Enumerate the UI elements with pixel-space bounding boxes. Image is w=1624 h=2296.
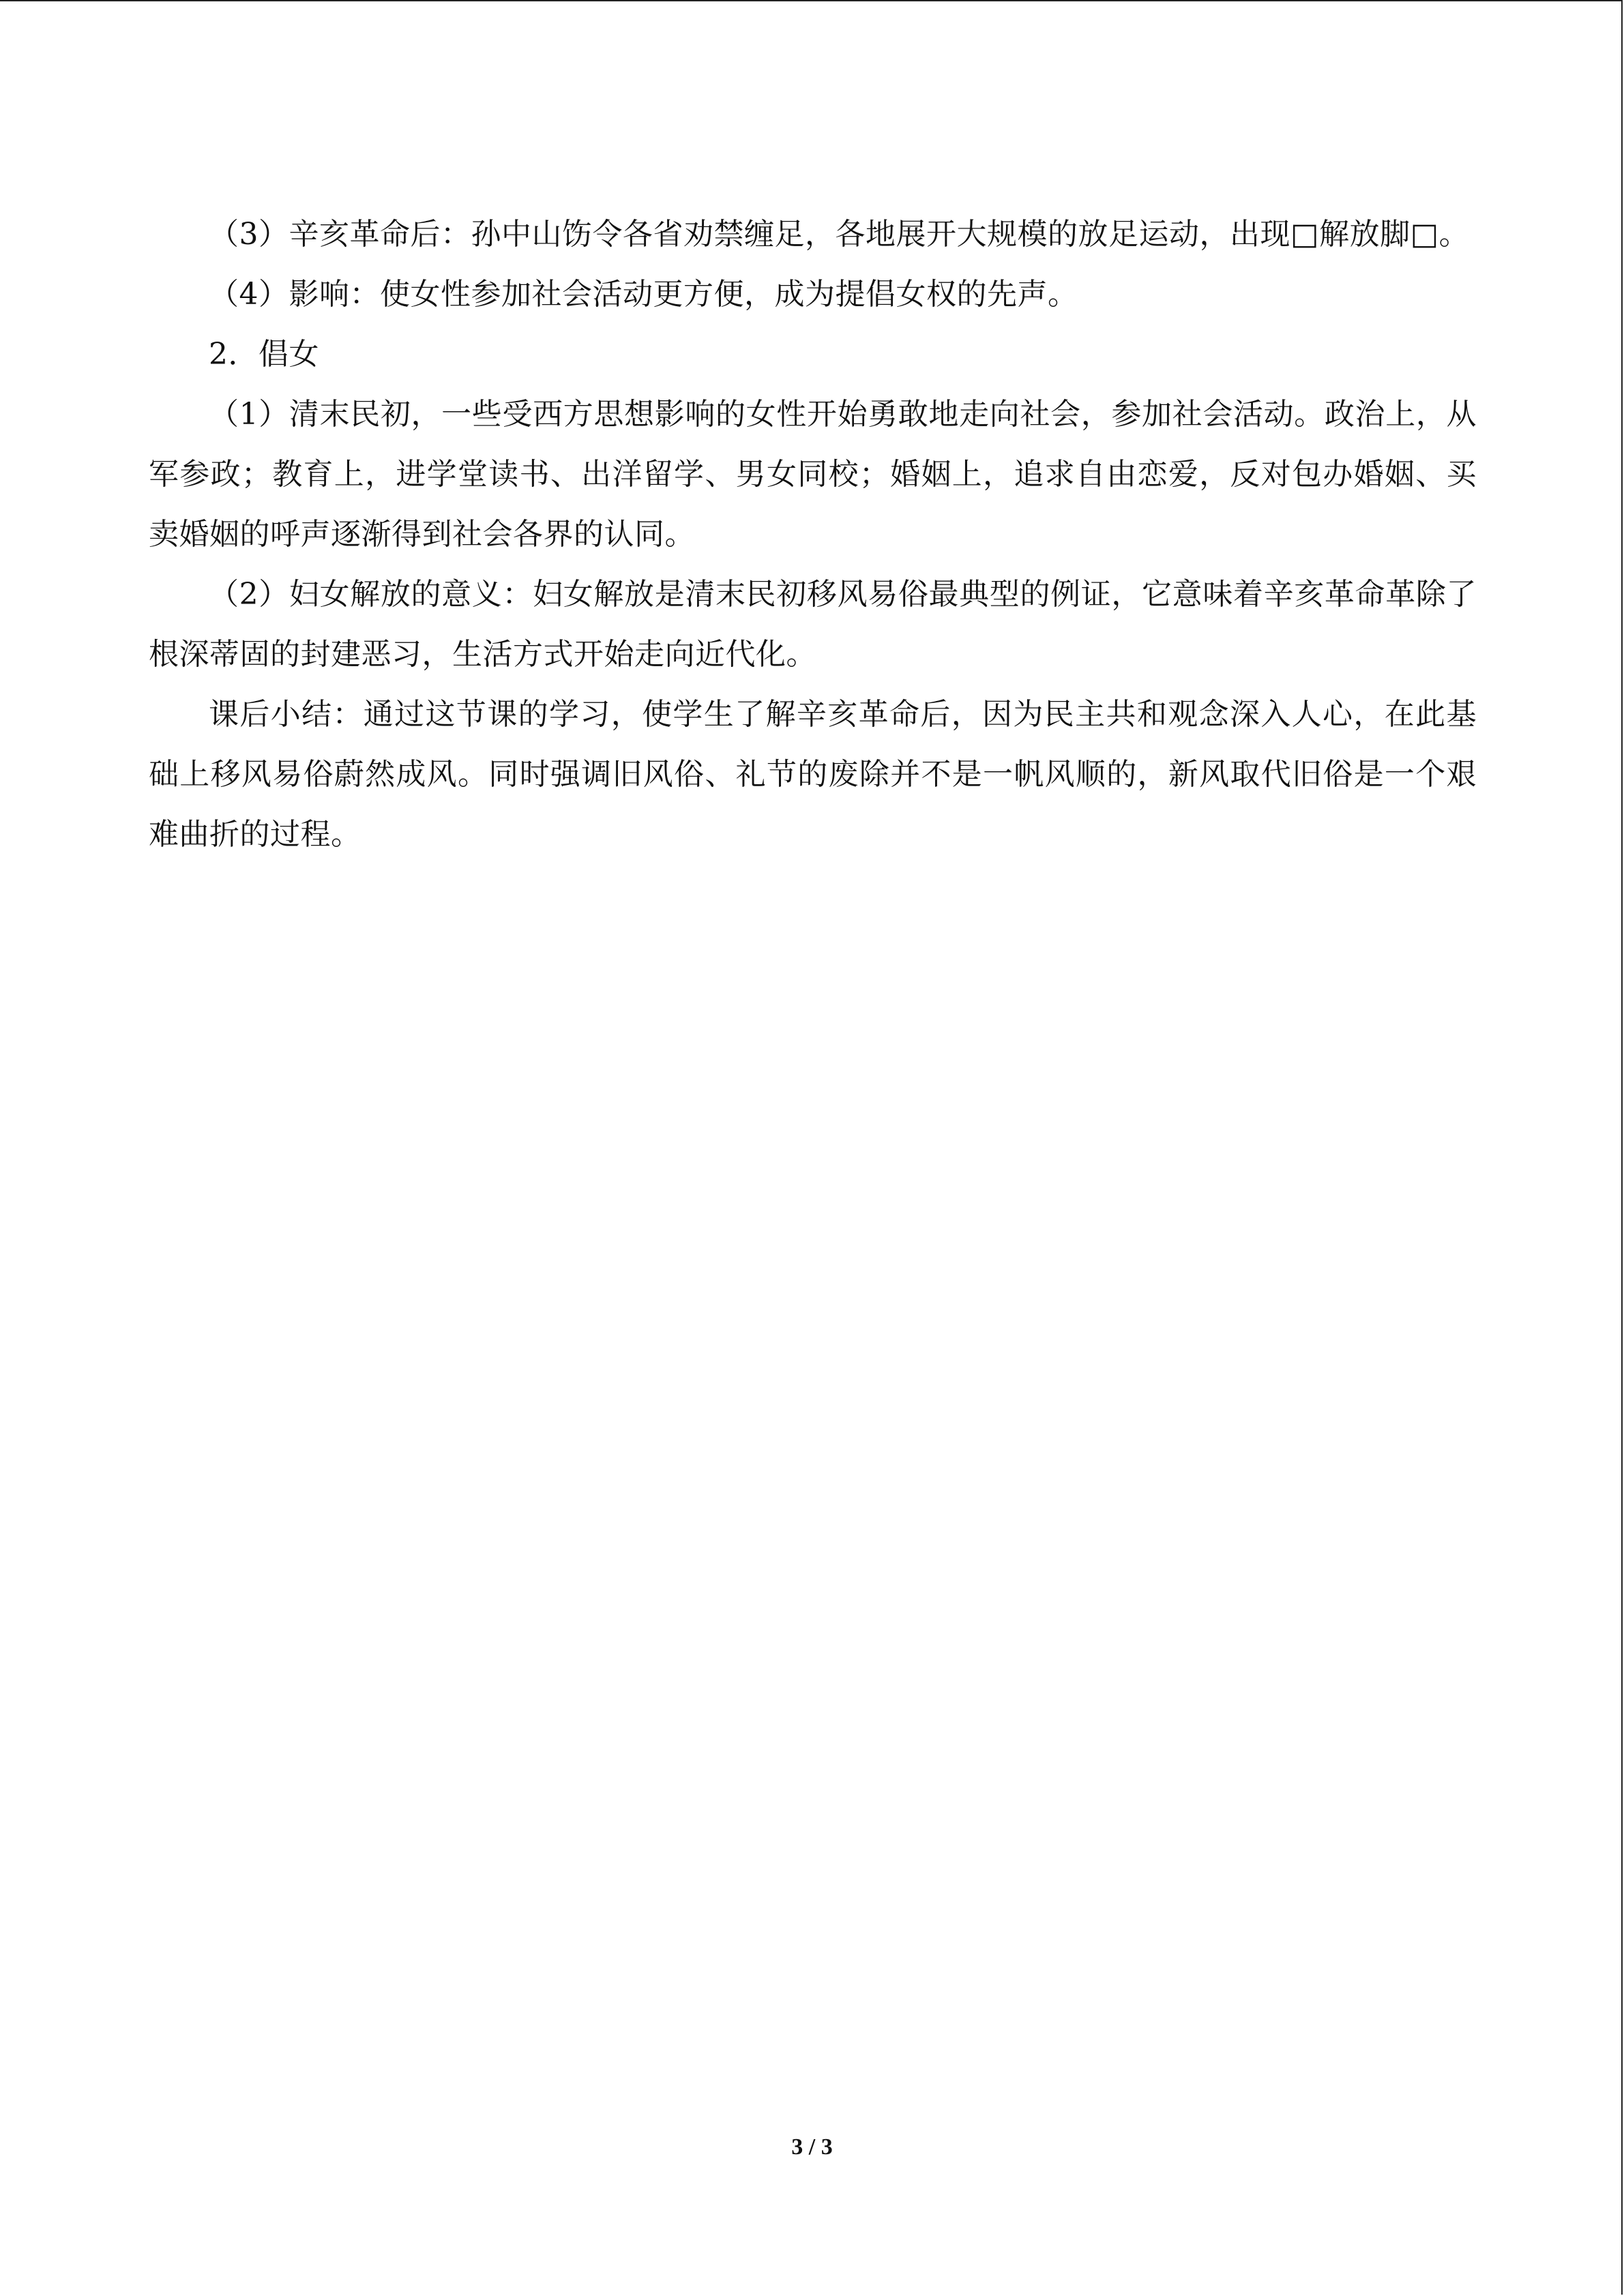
document-body (149, 205, 1477, 865)
paragraph-lesson-summary: 课后小结：通过这节课的学习，使学生了解辛亥革命后，因为民主共和观念深入人心，在此基础上移风易俗蔚然成风。同时强调旧风俗、礼节的废除并不是一帆风顺的，新风取代旧俗是一个艰难曲折的过程。 (149, 697, 1477, 852)
paragraph-foot-binding-impact: （4）影响：使女性参加社会活动更方便，成为提倡女权的先声。 (209, 277, 1078, 312)
page-number: 3 / 3 (791, 2134, 833, 2160)
paragraph-women-social-activity: （1）清末民初，一些受西方思想影响的女性开始勇敢地走向社会，参加社会活动。政治上，从军参政；教育上，进学堂读书、出洋留学、男女同校；婚姻上，追求自由恋爱，反对包办婚姻、买卖婚姻的呼声逐渐得到社会各界的认同。 (149, 397, 1477, 552)
section-heading-women: 2．倡女 (209, 337, 319, 372)
paragraph-foot-binding-after-revolution: （3）辛亥革命后：孙中山饬令各省劝禁缠足，各地展开大规模的放足运动，出现□解放脚□。 (209, 217, 1470, 252)
paragraph-women-liberation-meaning: （2）妇女解放的意义：妇女解放是清末民初移风易俗最典型的例证，它意味着辛亥革命革除了根深蒂固的封建恶习，生活方式开始走向近代化。 (149, 577, 1477, 672)
